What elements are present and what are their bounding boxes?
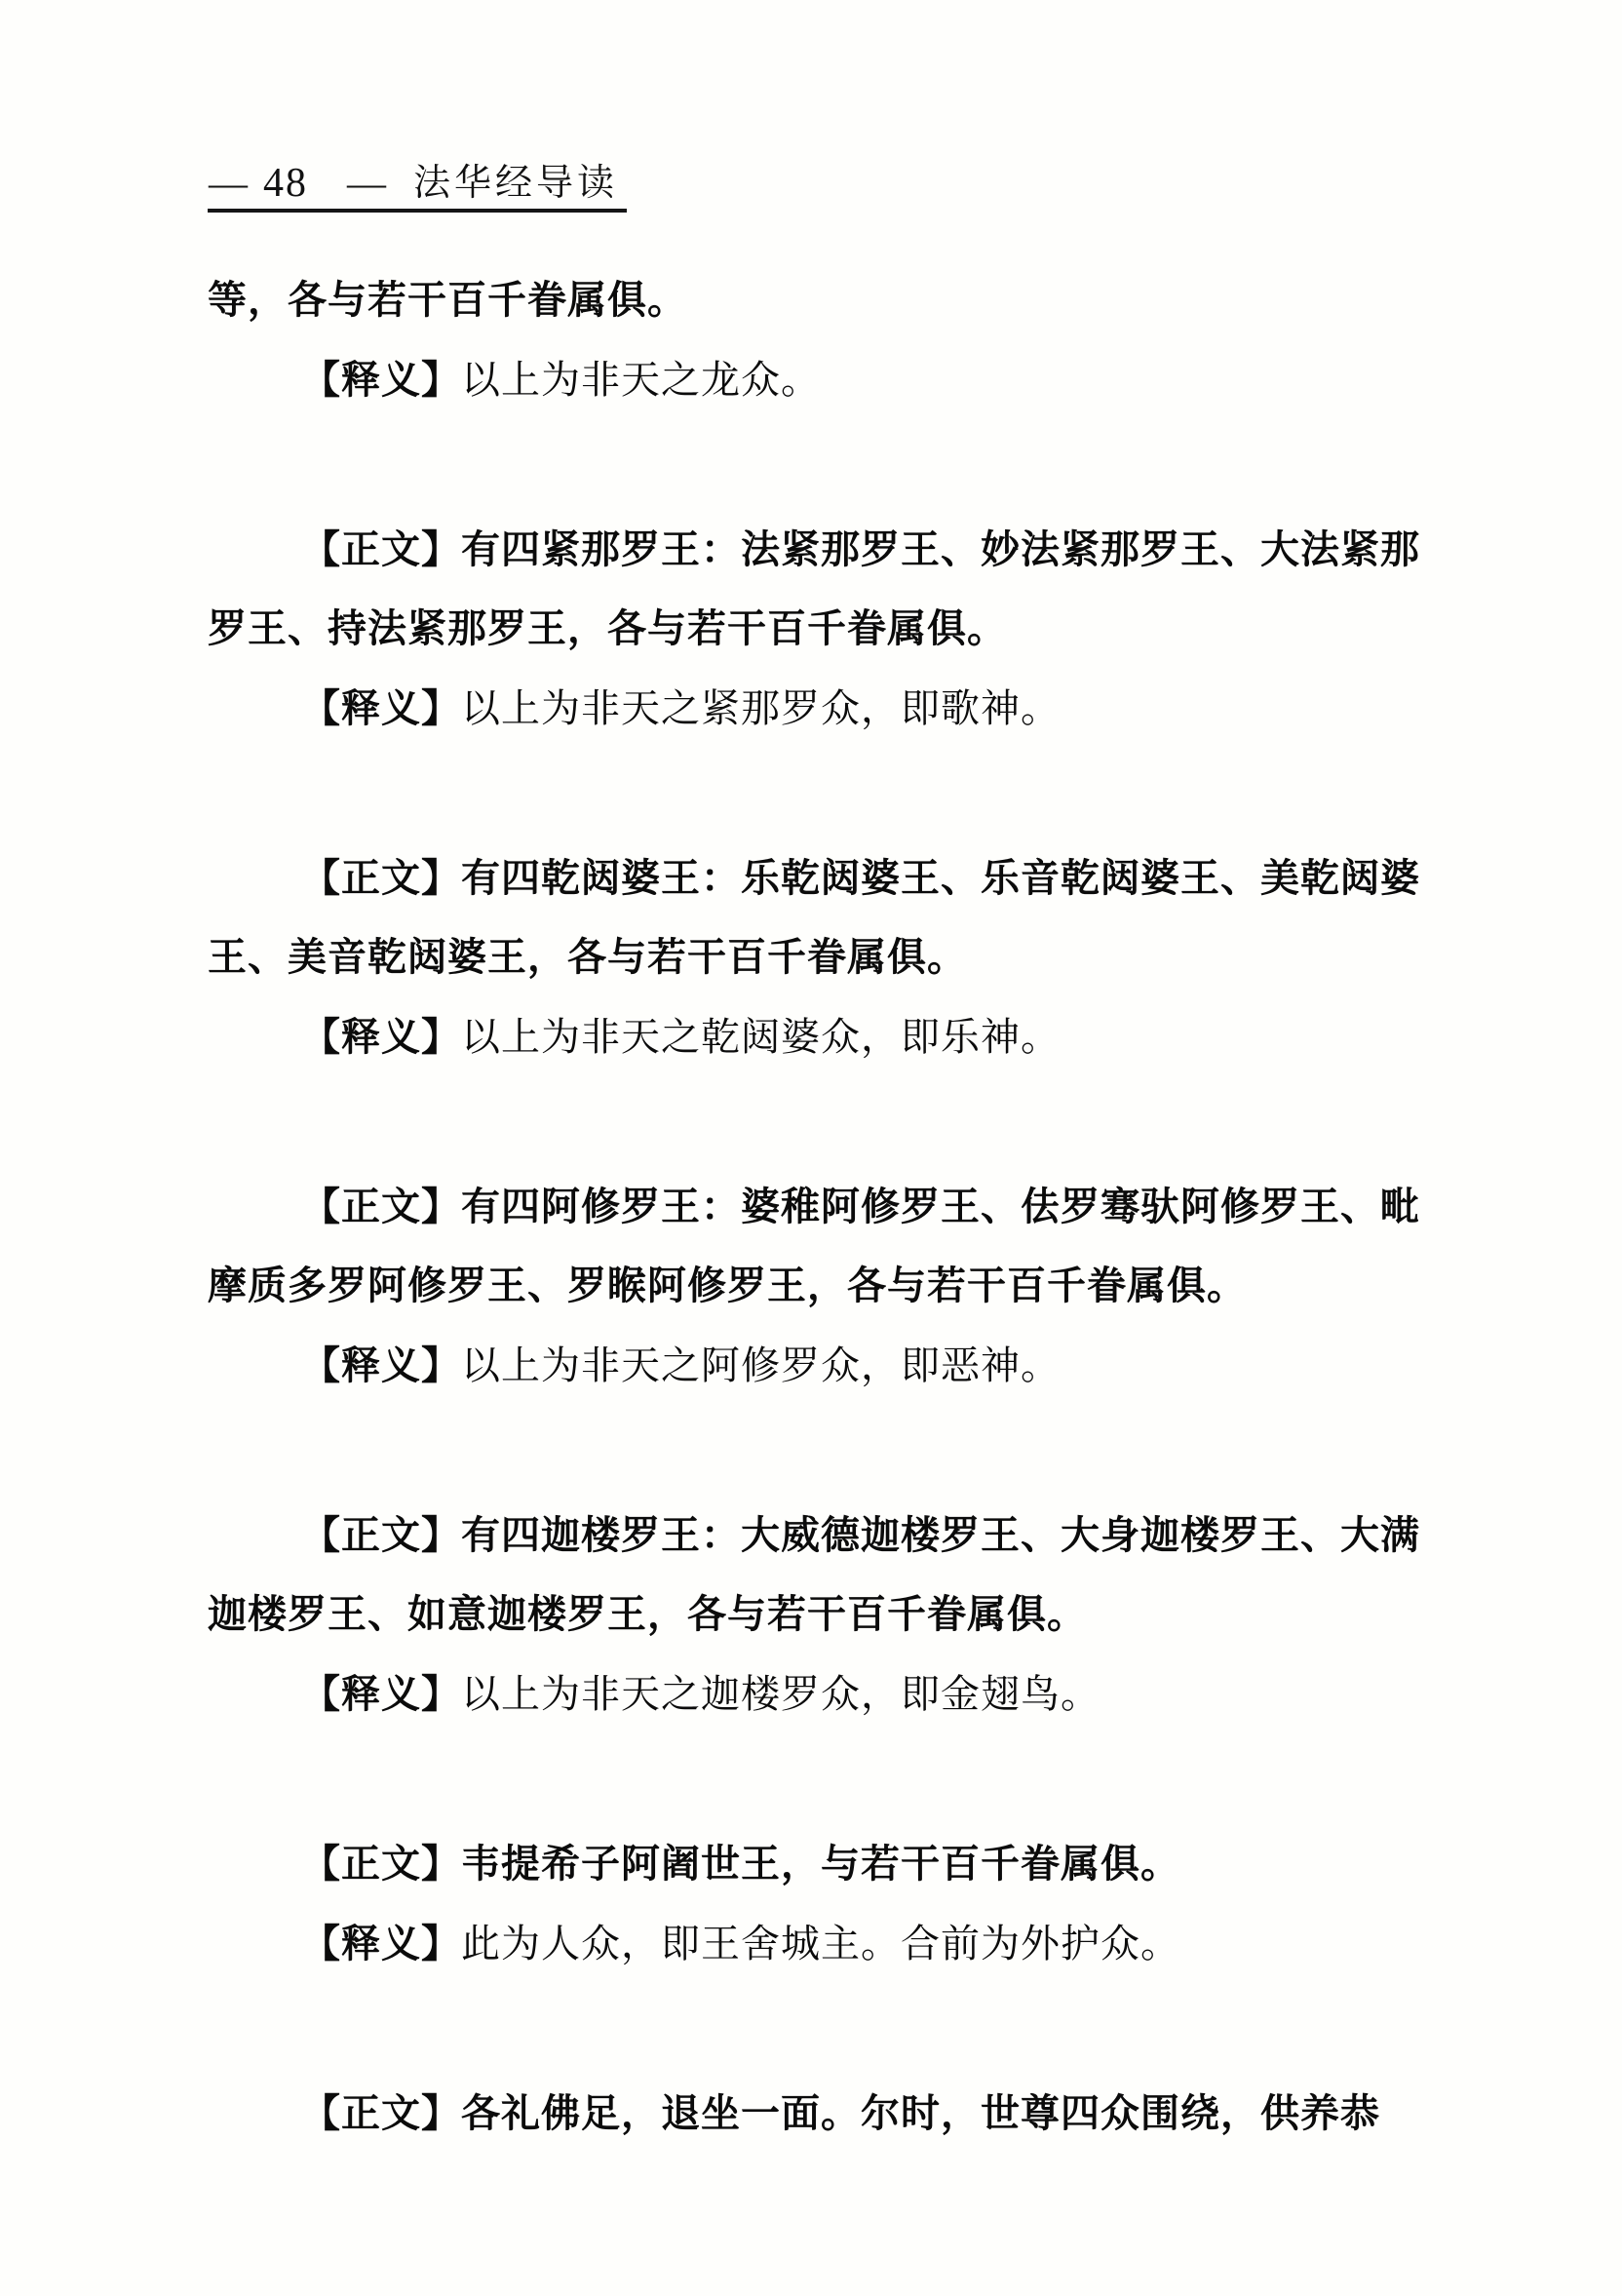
text-line	[208, 511, 1455, 590]
text-line	[208, 997, 1455, 1076]
text-line	[208, 1654, 1455, 1733]
section-marker: 【正文】	[301, 2092, 461, 2135]
line-text: 罗王、持法紧那罗王，各与若干百千眷属俱。	[208, 607, 1007, 650]
text-line	[208, 1247, 1455, 1326]
line-text: 各礼佛足，退坐一面。尔时，世尊四众围绕，供养恭	[461, 2092, 1380, 2135]
section-marker: 【释义】	[301, 358, 461, 402]
section-marker: 【正文】	[301, 857, 461, 900]
header-dash-right: —	[347, 161, 386, 205]
line-text: 以上为非天之龙众。	[461, 358, 821, 402]
line-text: 王、美音乾闼婆王，各与若干百千眷属俱。	[208, 936, 967, 979]
line-text: 以上为非天之阿修罗众，即恶神。	[461, 1343, 1061, 1387]
text-line	[208, 261, 1455, 340]
text-line	[208, 669, 1455, 748]
section-marker: 【释义】	[301, 1672, 461, 1716]
book-title: 法华经导读	[413, 163, 619, 204]
text-line	[208, 2075, 1455, 2154]
section-marker: 【正文】	[301, 1514, 461, 1557]
line-text: 以上为非天之乾闼婆众，即乐神。	[461, 1015, 1061, 1059]
page-content	[208, 261, 1455, 2154]
section-marker: 【正文】	[301, 528, 461, 571]
line-text: 有四阿修罗王：婆稚阿修罗王、佉罗骞驮阿修罗王、毗	[461, 1186, 1420, 1228]
text-line	[208, 1168, 1455, 1247]
line-text: 有四迦楼罗王：大威德迦楼罗王、大身迦楼罗王、大满	[461, 1514, 1420, 1557]
line-text: 韦提希子阿阇世王，与若干百千眷属俱。	[461, 1843, 1180, 1886]
section-marker: 【正文】	[301, 1843, 461, 1886]
text-line	[208, 1326, 1455, 1405]
section-marker: 【释义】	[301, 1922, 461, 1965]
line-text: 有四乾闼婆王：乐乾闼婆王、乐音乾闼婆王、美乾闼婆	[461, 857, 1420, 900]
section-marker: 【正文】	[301, 1186, 461, 1228]
text-line	[208, 590, 1455, 669]
text-line	[208, 1497, 1455, 1576]
section-marker: 【释义】	[301, 1343, 461, 1387]
text-line	[208, 839, 1455, 918]
line-text: 以上为非天之迦楼罗众，即金翅鸟。	[461, 1672, 1101, 1716]
text-line	[208, 1825, 1455, 1904]
line-text: 摩质多罗阿修罗王、罗睺阿修罗王，各与若干百千眷属俱。	[208, 1265, 1247, 1307]
header-dash-left: —	[209, 161, 248, 205]
line-text: 迦楼罗王、如意迦楼罗王，各与若干百千眷属俱。	[208, 1593, 1087, 1636]
line-text: 此为人众，即王舍城主。合前为外护众。	[461, 1922, 1180, 1965]
line-text: 等，各与若干百千眷属俱。	[208, 279, 687, 322]
text-line	[208, 918, 1455, 997]
line-text: 有四紧那罗王：法紧那罗王、妙法紧那罗王、大法紧那	[461, 528, 1420, 571]
text-line	[208, 340, 1455, 419]
header-underline	[208, 209, 627, 213]
text-line	[208, 1904, 1455, 1983]
page-number: 48	[263, 161, 308, 206]
line-text: 以上为非天之紧那罗众，即歌神。	[461, 686, 1061, 730]
section-marker: 【释义】	[301, 686, 461, 730]
page-header	[209, 162, 618, 205]
section-marker: 【释义】	[301, 1015, 461, 1059]
text-line	[208, 1576, 1455, 1654]
